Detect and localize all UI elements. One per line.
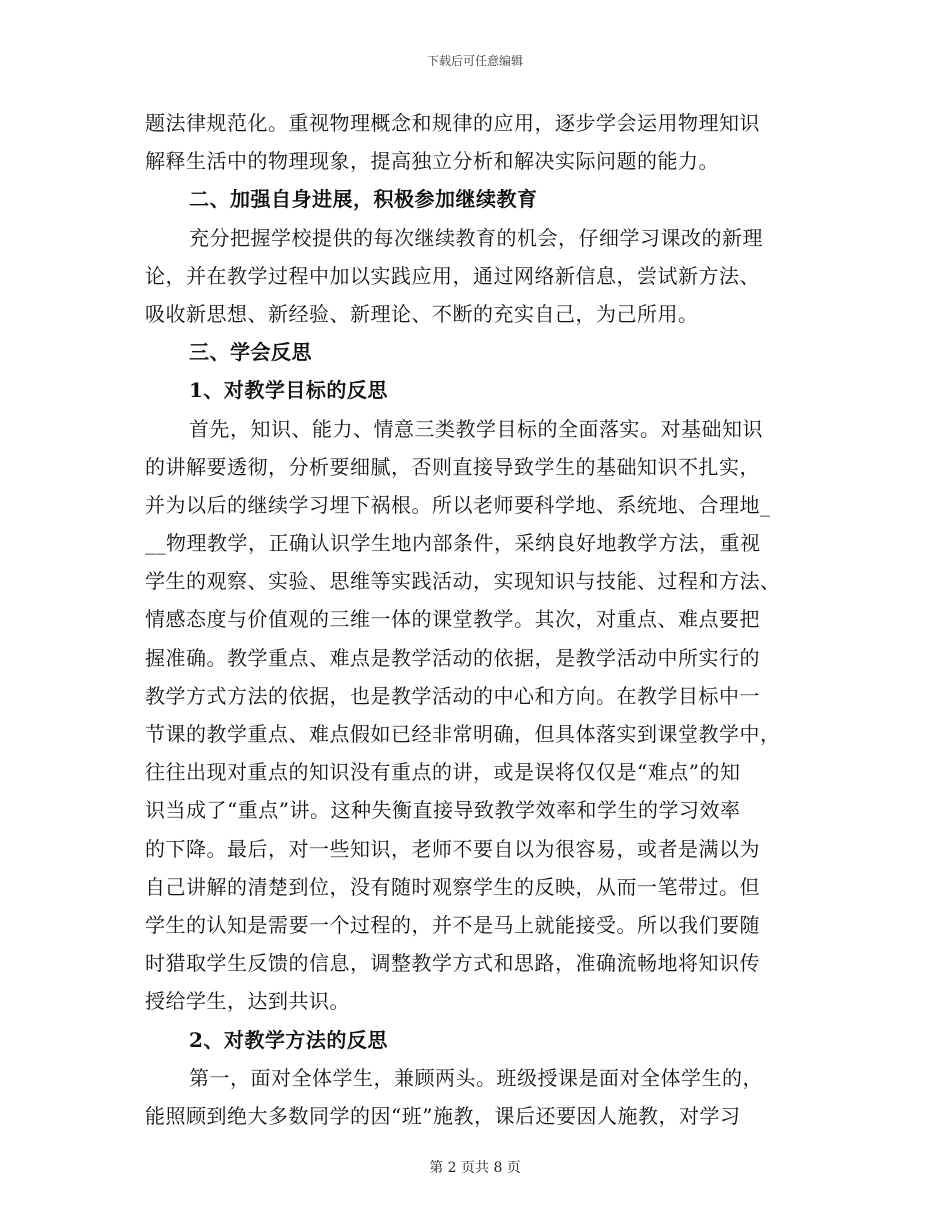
- text-line: 第一，面对全体学生，兼顾两头。班级授课是面对全体学生的，: [189, 1065, 763, 1090]
- text-line: 论，并在教学过程中加以实践应用，通过网络新信息，尝试新方法、: [145, 263, 760, 288]
- text-line: __物理教学，正确认识学生地内部条件，采纳良好地教学方法，重视: [145, 531, 761, 556]
- text-line: 充分把握学校提供的每次继续教育的机会，仔细学习课改的新理: [189, 225, 763, 250]
- section-heading: 二、加强自身进展，积极参加继续教育: [189, 187, 538, 212]
- page-header: 下载后可任意编辑: [426, 54, 523, 68]
- text-line: 情感态度与价值观的三维一体的课堂教学。其次，对重点、难点要把: [145, 607, 760, 632]
- text-line: 往往出现对重点的知识没有重点的讲，或是误将仅仅是“难点”的知: [145, 760, 741, 785]
- text-line: 授给学生，达到共识。: [145, 989, 350, 1014]
- section-heading: 三、学会反思: [189, 340, 312, 365]
- text-line: 教学方式方法的依据，也是教学活动的中心和方向。在教学目标中一: [145, 683, 760, 708]
- text-line: 吸收新思想、新经验、新理论、不断的充实自己，为己所用。: [145, 301, 699, 326]
- text-line: 并为以后的继续学习埋下祸根。所以老师要科学地、系统地、合理地_: [145, 492, 771, 517]
- text-line: 的讲解要透彻，分析要细腻，否则直接导致学生的基础知识不扎实，: [145, 454, 760, 479]
- text-line: 学生的认知是需要一个过程的，并不是马上就能接受。所以我们要随: [145, 912, 760, 937]
- text-line: 解释生活中的物理现象，提高独立分析和解决实际问题的能力。: [145, 149, 719, 174]
- text-line: 首先，知识、能力、情意三类教学目标的全面落实。对基础知识: [189, 416, 763, 441]
- text-line: 识当成了“重点”讲。这种失衡直接导致教学效率和学生的学习效率: [145, 798, 741, 823]
- section-heading: 2、对教学方法的反思: [189, 1027, 388, 1052]
- text-line: 节课的教学重点、难点假如已经非常明确，但具体落实到课堂教学中，: [145, 722, 781, 746]
- text-line: 能照顾到绝大多数同学的因“班”施教，课后还要因人施教，对学习: [145, 1103, 741, 1128]
- text-line: 学生的观察、实验、思维等实践活动，实现知识与技能、过程和方法、: [145, 569, 781, 594]
- section-heading: 1、对教学目标的反思: [189, 378, 388, 403]
- text-line: 的下降。最后，对一些知识，老师不要自以为很容易，或者是满以为: [145, 836, 760, 861]
- page-footer: 第 2 页共 8 页: [429, 1160, 521, 1176]
- text-line: 握准确。教学重点、难点是教学活动的依据，是教学活动中所实行的: [145, 645, 760, 670]
- text-line: 自己讲解的清楚到位，没有随时观察学生的反映，从而一笔带过。但: [145, 874, 760, 899]
- text-line: 时猎取学生反馈的信息，调整教学方式和思路，准确流畅地将知识传: [145, 951, 760, 976]
- text-line: 题法律规范化。重视物理概念和规律的应用，逐步学会运用物理知识: [145, 111, 760, 135]
- document-body: [145, 104, 810, 1135]
